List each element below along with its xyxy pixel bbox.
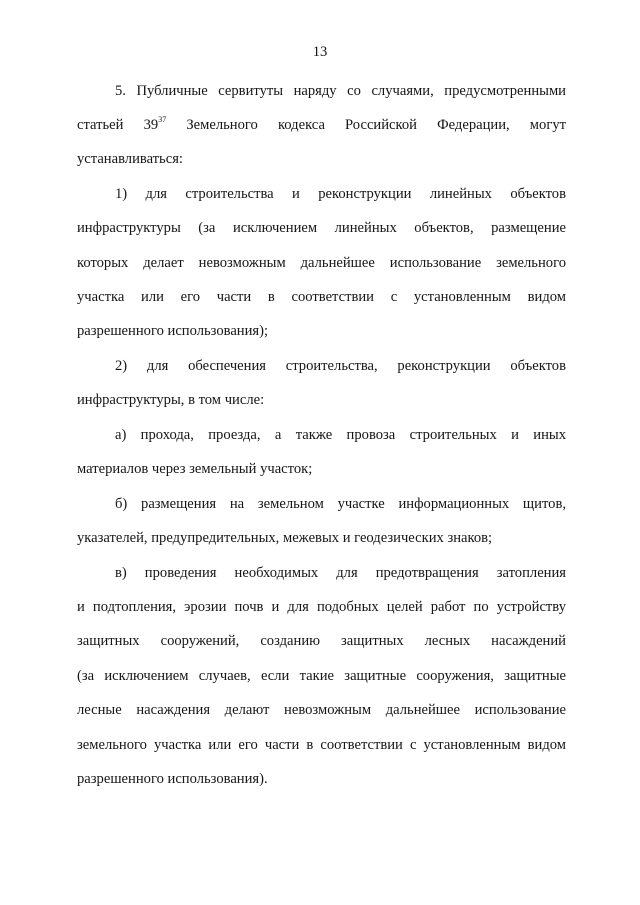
text-line: (за исключением случаев, если такие защитные сооружения, защитные (77, 668, 566, 684)
text-line: лесные насаждения делают невозможным дальнейшее использование (77, 702, 566, 718)
article-superscript: 37 (158, 115, 167, 125)
text-line: защитных сооружений, созданию защитных лесных насаждений (77, 633, 566, 649)
text-line: 2) для обеспечения строительства, реконструкции объектов (115, 358, 566, 374)
text-fragment: статьей (77, 117, 124, 133)
text-line: земельного участка или его части в соответствии с установленным видом (77, 737, 566, 753)
text-line: указателей, предупредительных, межевых и геодезических знаков; (77, 530, 493, 546)
text-line: материалов через земельный участок; (77, 461, 313, 477)
text-line: а) прохода, проезда, а также провоза строительных и иных (115, 427, 566, 443)
text-line: и подтопления, эрозии почв и для подобных целей работ по устройству (77, 599, 566, 615)
text-line: которых делает невозможным дальнейшее использование земельного (77, 255, 566, 271)
text-line: б) размещения на земельном участке информационных щитов, (115, 496, 566, 512)
text-line: инфраструктуры (за исключением линейных объектов, размещение (77, 220, 566, 236)
text-line: разрешенного использования); (77, 323, 269, 339)
text-line: разрешенного использования). (77, 771, 268, 787)
article-number: $39^{37}$ (143, 115, 167, 133)
text-line: в) проведения необходимых для предотвращения затопления (115, 565, 566, 581)
text-line: участка или его части в соответствии с установленным видом (77, 289, 566, 305)
text-line: 1) для строительства и реконструкции линейных объектов (115, 186, 566, 202)
page-number: 13 (312, 44, 328, 60)
text-line: устанавливаться: (77, 151, 183, 167)
text-fragment: Земельного кодекса Российской Федерации, могут (186, 117, 566, 133)
text-line: 5. Публичные сервитуты наряду со случаями, предусмотренными (115, 83, 566, 99)
text-line (77, 116, 566, 134)
text-line: инфраструктуры, в том числе: (77, 392, 265, 408)
